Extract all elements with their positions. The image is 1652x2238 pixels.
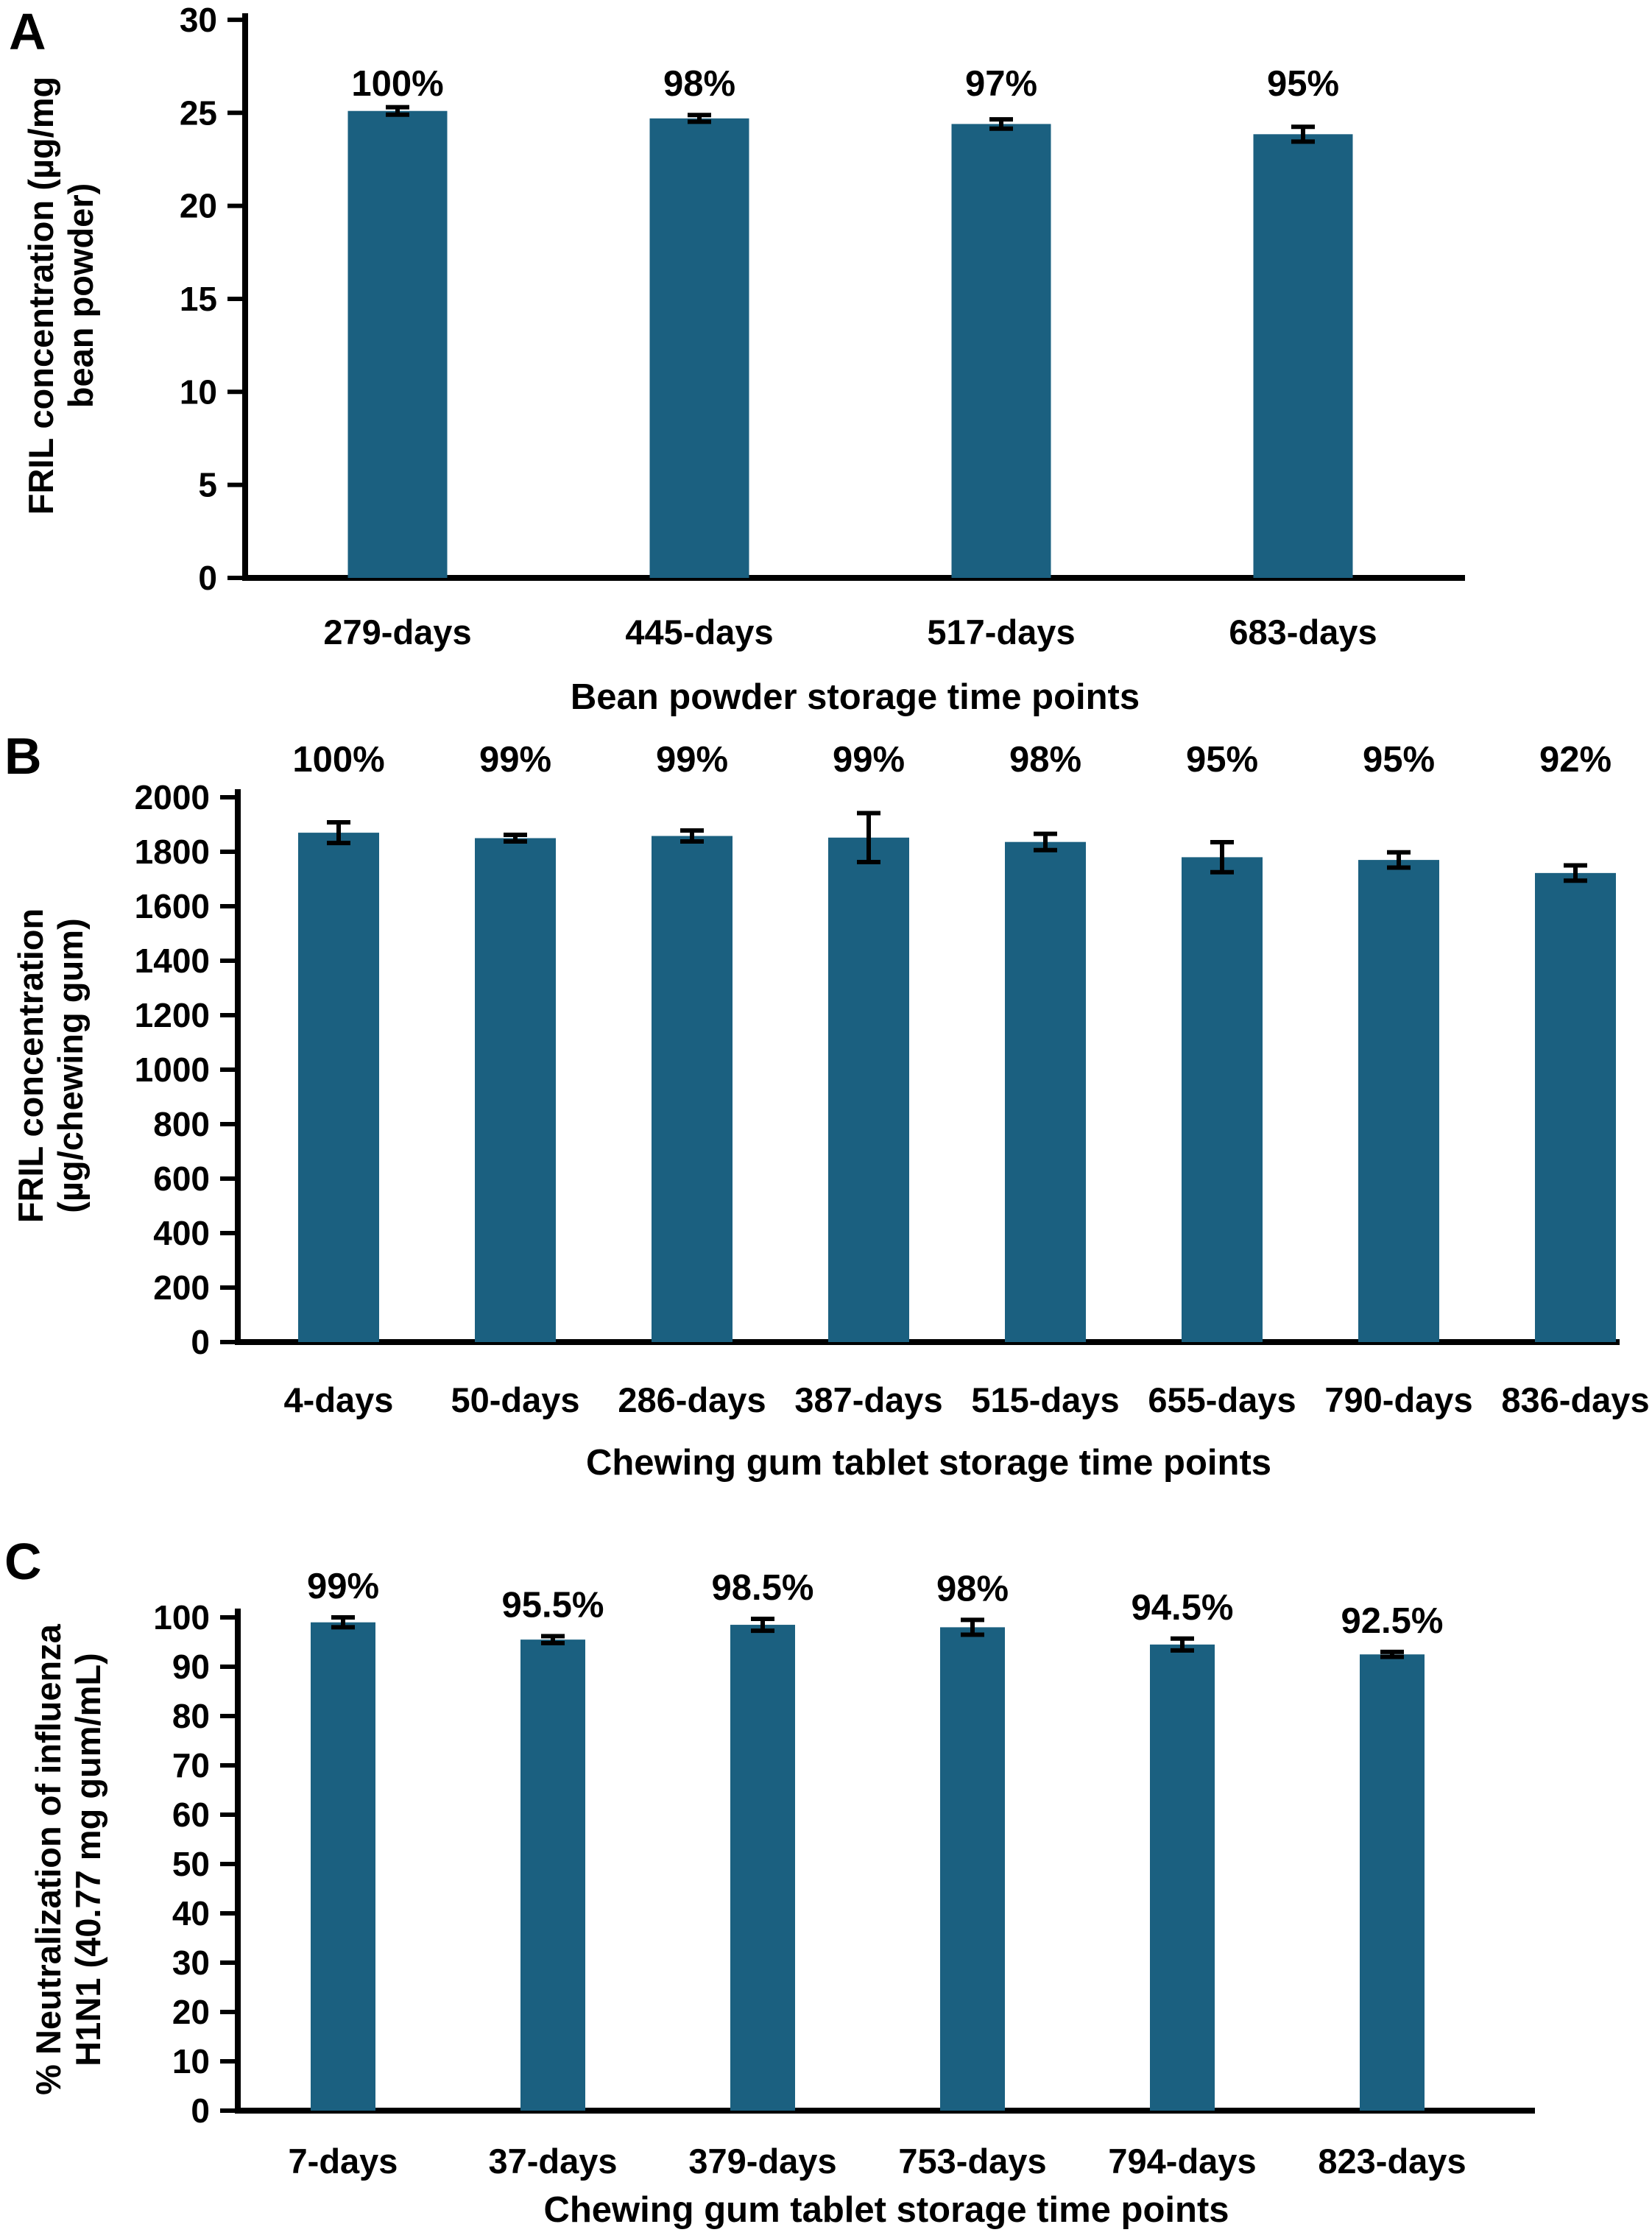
x-category-label-7-days: 7-days <box>288 2142 398 2181</box>
bar-279-days <box>348 111 448 578</box>
bar-794-days <box>1150 1645 1215 2111</box>
y-tick-label-30: 30 <box>179 0 217 39</box>
bar-515-days <box>1005 842 1086 1342</box>
y-tick-label-15: 15 <box>179 279 217 318</box>
panel-label-a: A <box>9 3 46 60</box>
percent-label-515-days: 98% <box>1009 740 1082 780</box>
y-axis-title-line-1: % Neutralization of influenza <box>29 1624 68 2095</box>
x-category-label-683-days: 683-days <box>1229 613 1377 652</box>
bar-286-days <box>652 836 733 1342</box>
y-tick-label-70: 70 <box>172 1746 210 1785</box>
y-tick-label-20: 20 <box>179 186 217 225</box>
y-tick-label-0: 0 <box>191 1323 210 1361</box>
percent-label-286-days: 99% <box>655 740 729 780</box>
panel-a-chart <box>21 1 1465 717</box>
y-tick-label-1800: 1800 <box>134 833 210 871</box>
y-tick-label-1200: 1200 <box>134 996 210 1034</box>
percent-label-37-days: 95.5% <box>501 1585 604 1625</box>
y-tick-label-50: 50 <box>172 1845 210 1883</box>
x-category-label-790-days: 790-days <box>1324 1380 1473 1419</box>
x-axis-title: Bean powder storage time points <box>570 677 1140 717</box>
bar-655-days <box>1182 857 1263 1342</box>
y-axis-title-line-2: H1N1 (40.77 mg gum/mL) <box>68 1653 107 2066</box>
y-axis-title-line-1: FRIL concentration <box>11 908 50 1224</box>
bar-445-days <box>650 119 749 578</box>
percent-label-50-days: 99% <box>479 740 552 780</box>
x-category-label-753-days: 753-days <box>898 2142 1047 2181</box>
x-category-label-387-days: 387-days <box>794 1380 943 1419</box>
x-category-label-37-days: 37-days <box>488 2142 618 2181</box>
percent-label-7-days: 99% <box>306 1567 380 1606</box>
y-tick-label-1600: 1600 <box>134 887 210 925</box>
x-category-label-655-days: 655-days <box>1148 1380 1296 1419</box>
percent-label-790-days: 95% <box>1362 740 1436 780</box>
bar-790-days <box>1358 860 1439 1342</box>
bar-517-days <box>952 124 1051 578</box>
y-tick-label-100: 100 <box>153 1598 210 1637</box>
x-category-label-823-days: 823-days <box>1318 2142 1466 2181</box>
y-tick-label-80: 80 <box>172 1697 210 1735</box>
x-category-label-50-days: 50-days <box>451 1380 580 1419</box>
percent-label-655-days: 95% <box>1185 740 1259 780</box>
y-tick-label-1400: 1400 <box>134 942 210 980</box>
bar-683-days <box>1254 134 1353 578</box>
panel-c-chart <box>29 1567 1535 2230</box>
y-tick-label-90: 90 <box>172 1648 210 1686</box>
y-tick-label-600: 600 <box>153 1159 210 1198</box>
y-tick-label-0: 0 <box>198 559 217 597</box>
percent-label-517-days: 97% <box>964 64 1038 104</box>
panel-label-b: B <box>4 727 42 785</box>
x-category-label-517-days: 517-days <box>927 613 1076 652</box>
percent-label-387-days: 99% <box>832 740 906 780</box>
percent-label-683-days: 95% <box>1266 64 1340 104</box>
y-tick-label-1000: 1000 <box>134 1051 210 1089</box>
bar-836-days <box>1535 873 1616 1342</box>
y-tick-label-30: 30 <box>172 1944 210 1982</box>
y-tick-label-10: 10 <box>172 2042 210 2080</box>
y-tick-label-200: 200 <box>153 1268 210 1307</box>
bar-823-days <box>1360 1654 1425 2111</box>
x-category-label-445-days: 445-days <box>625 613 774 652</box>
percent-label-445-days: 98% <box>663 64 736 104</box>
x-category-label-836-days: 836-days <box>1501 1380 1650 1419</box>
y-tick-label-0: 0 <box>191 2091 210 2130</box>
x-category-label-279-days: 279-days <box>323 613 472 652</box>
percent-label-753-days: 98% <box>936 1569 1009 1609</box>
y-tick-label-60: 60 <box>172 1796 210 1834</box>
bar-753-days <box>940 1627 1005 2111</box>
y-tick-label-400: 400 <box>153 1214 210 1252</box>
percent-label-823-days: 92.5% <box>1341 1600 1444 1641</box>
percent-label-379-days: 98.5% <box>711 1568 814 1609</box>
y-axis-title-line-1: FRIL concentration (µg/mg <box>21 76 60 515</box>
bar-7-days <box>311 1623 375 2111</box>
panel-label-c: C <box>4 1533 42 1590</box>
panel-b-chart <box>11 740 1650 1483</box>
percent-label-794-days: 94.5% <box>1131 1587 1234 1628</box>
bar-50-days <box>475 839 556 1343</box>
x-axis-title: Chewing gum tablet storage time points <box>585 1443 1272 1483</box>
x-category-label-379-days: 379-days <box>688 2142 837 2181</box>
y-tick-label-10: 10 <box>179 373 217 412</box>
bar-4-days <box>298 833 379 1342</box>
bar-387-days <box>828 838 909 1342</box>
y-tick-label-2000: 2000 <box>134 778 210 816</box>
y-tick-label-5: 5 <box>198 465 217 504</box>
percent-label-4-days: 100% <box>292 740 385 780</box>
x-category-label-286-days: 286-days <box>618 1380 766 1419</box>
y-axis-title-line-2: bean powder) <box>61 183 100 409</box>
percent-label-836-days: 92% <box>1539 740 1612 780</box>
bar-37-days <box>520 1639 585 2111</box>
y-tick-label-40: 40 <box>172 1894 210 1932</box>
x-category-label-794-days: 794-days <box>1108 2142 1257 2181</box>
x-category-label-4-days: 4-days <box>283 1380 394 1419</box>
y-tick-label-20: 20 <box>172 1993 210 2031</box>
y-tick-label-25: 25 <box>179 93 217 133</box>
error-bar-279-days <box>386 107 409 115</box>
percent-label-279-days: 100% <box>351 64 444 104</box>
x-category-label-515-days: 515-days <box>971 1380 1120 1419</box>
y-axis-title-line-2: (µg/chewing gum) <box>51 918 90 1213</box>
x-axis-title: Chewing gum tablet storage time points <box>543 2190 1229 2230</box>
y-tick-label-800: 800 <box>153 1105 210 1143</box>
bar-379-days <box>730 1625 795 2111</box>
